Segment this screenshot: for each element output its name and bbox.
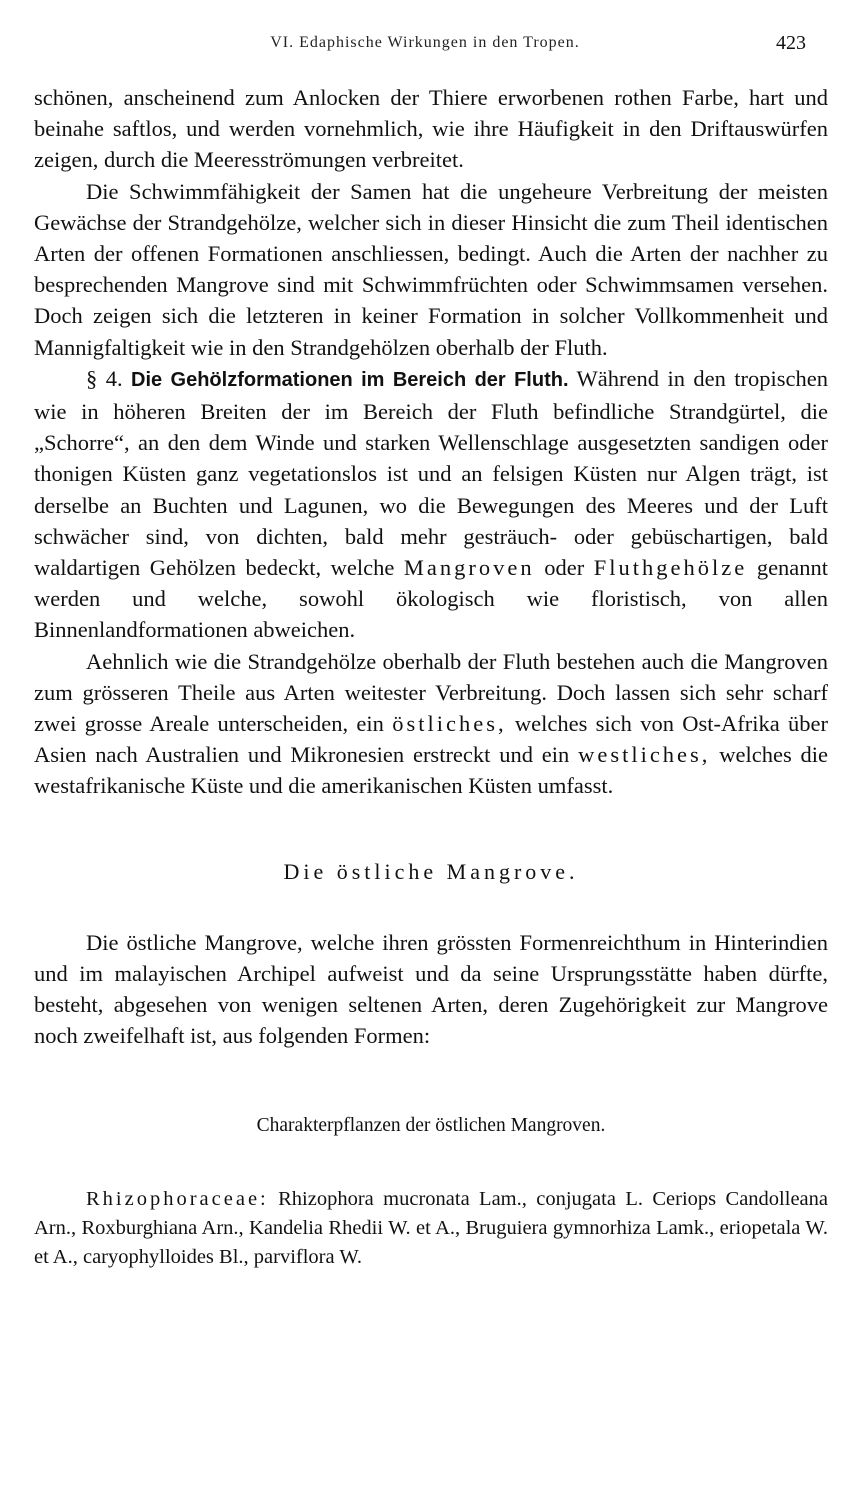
paragraph-species-list xyxy=(34,1185,828,1272)
term-fluthgehoelze: Fluthgehölze xyxy=(593,555,748,581)
page-header xyxy=(0,30,850,60)
paragraph-eastern-mangrove: Die östliche Mangrove, welche ihren grössten Formenreichthum in Hinterindien und im malayischen Archipel aufweist und da seine Ursprungsstätte haben dürfte, besteht, abgesehen von wenigen seltenen Arten, deren Zugehörigkeit zur Mangrove noch zweifelhaft ist, aus folgenden Formen: xyxy=(34,929,828,1049)
term-oestliches: östliches, xyxy=(392,711,507,737)
section-mark: § 4. xyxy=(86,365,123,391)
running-head: VI. Edaphische Wirkungen in den Tropen. xyxy=(270,34,580,51)
paragraph-mangrove-areas xyxy=(34,646,828,802)
paragraph-text: welches die westafrikanische Küste und die amerikanischen Küsten umfasst. xyxy=(34,742,829,799)
family-name: Rhizophoraceae: xyxy=(86,1187,269,1210)
paragraph-text: oder xyxy=(544,555,585,581)
species-list: Rhizophora mucronata Lam., conjugata L. Ceriops Candolleana Arn., Roxburghiana Arn., Kandelia Rhedii W. et A., Bruguiera gymnorhiza Lamk., eriopetala W. et A., caryophylloides Bl., parviflora W. xyxy=(34,1187,828,1268)
sub-heading: Charakterpflanzen der östlichen Mangroven. xyxy=(256,1114,606,1136)
section-heading-bold: Die Gehölzformationen im Bereich der Fluth. xyxy=(131,368,569,391)
paragraph-tidal-woods xyxy=(34,363,828,646)
paragraph-text: welches sich von Ost-Afrika über Asien nach Australien und Mikronesien erstreckt und ein xyxy=(34,711,828,768)
page-number: 423 xyxy=(776,32,806,54)
term-westliches: westliches, xyxy=(578,742,711,768)
section-title: Die östliche Mangrove. xyxy=(283,858,579,884)
term-mangroven: Mangroven xyxy=(403,555,535,581)
page-body xyxy=(34,82,828,1272)
paragraph-continuation: schönen, anscheinend zum Anlocken der Thiere erworbenen rothen Farbe, hart und beinahe saftlos, und werden vornehmlich, wie ihre Häufigkeit in den Driftauswürfen zeigen, durch die Meeresströmungen verbreitet. xyxy=(34,85,828,173)
paragraph-text: genannt werden und welche, sowohl ökologisch wie floristisch, von allen Binnenlandformationen abweichen. xyxy=(34,555,829,643)
paragraph-swimming-seeds: Die Schwimmfähigkeit der Samen hat die ungeheure Verbreitung der meisten Gewächse der Strandgehölze, welcher sich in dieser Hinsicht die zum Theil identischen Arten der offenen Formationen anschliessen, bedingt. Auch die Arten der nachher zu besprechenden Mangrove sind mit Schwimmfrüchten oder Schwimmsamen versehen. Doch zeigen sich die letzteren in keiner Formation in solcher Vollkommenheit und Mannigfaltigkeit wie in den Strandgehölzen oberhalb der Fluth. xyxy=(34,178,828,360)
paragraph-text: Aehnlich wie die Strandgehölze oberhalb der Fluth bestehen auch die Mangroven zum grösseren Theile aus Arten weitester Verbreitung. Doch lassen sich sehr scharf zwei grosse Areale unterscheiden, ein xyxy=(34,648,828,737)
paragraph-text: Während in den tropischen wie in höheren Breiten der im Bereich der Fluth befindliche Strandgürtel, die „Schorre“, an den dem Winde und starken Wellenschlage ausgesetzten sandigen oder thonigen Küsten ganz vegetationslos ist und an felsigen Küsten nur Algen trägt, ist derselbe an Buchten und Lagunen, wo die Bewegungen des Meeres und der Luft schwächer sind, von dichten, bald mehr gesträuch- oder gebüschartigen, bald waldartigen Gehölzen bedeckt, welche xyxy=(34,365,829,581)
